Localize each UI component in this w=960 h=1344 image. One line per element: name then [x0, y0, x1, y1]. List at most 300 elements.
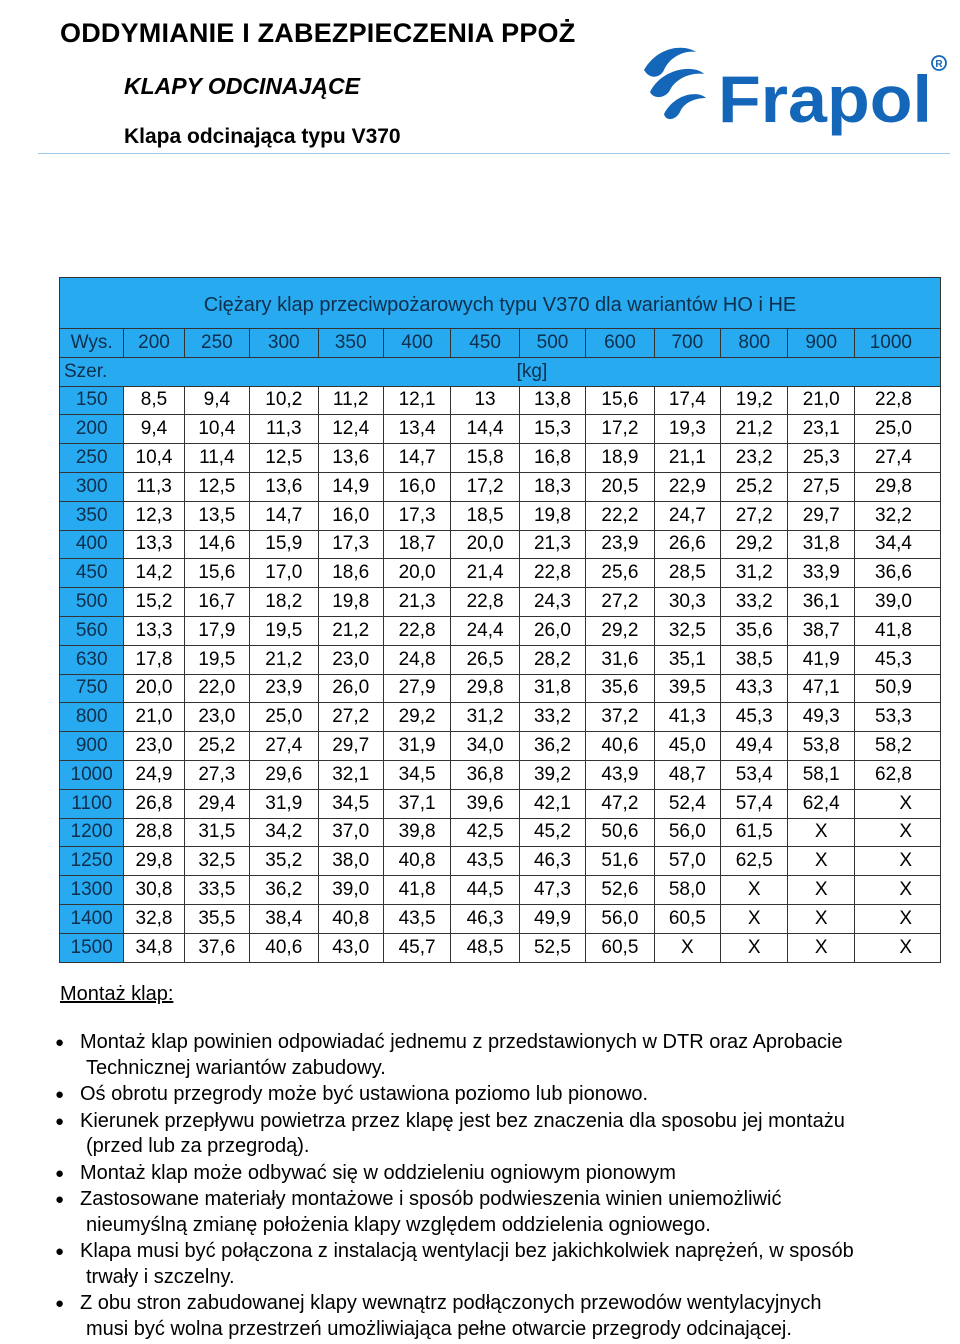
- table-cell: 27,9: [383, 674, 450, 703]
- table-cell: 29,4: [184, 789, 249, 818]
- table-row: [60, 444, 941, 473]
- table-cell: 29,2: [383, 703, 450, 732]
- table-cell: 25,0: [250, 703, 318, 732]
- table-cell: X: [854, 818, 940, 847]
- table-cell: 27,2: [318, 703, 383, 732]
- table-cell: 17,4: [654, 386, 720, 415]
- table-cell: 14,7: [383, 444, 450, 473]
- table-cell: 27,4: [854, 444, 940, 473]
- montage-list: [55, 1030, 935, 1343]
- table-row: [60, 876, 941, 905]
- table-cell: 51,6: [586, 847, 654, 876]
- row-header: 500: [60, 588, 124, 617]
- column-header: 350: [318, 329, 383, 358]
- list-item: [55, 1082, 935, 1108]
- table-cell: X: [854, 933, 940, 962]
- table-cell: 33,5: [184, 876, 249, 905]
- table-cell: 41,3: [654, 703, 720, 732]
- table-cell: X: [788, 847, 854, 876]
- table-cell: 40,6: [250, 933, 318, 962]
- table-cell: 22,8: [519, 559, 585, 588]
- table-cell: 29,8: [854, 472, 940, 501]
- table-cell: 43,9: [586, 760, 654, 789]
- table-cell: 11,2: [318, 386, 383, 415]
- table-cell: 45,7: [383, 933, 450, 962]
- table-cell: 18,7: [383, 530, 450, 559]
- table-cell: 41,9: [788, 645, 854, 674]
- table-cell: 22,0: [184, 674, 249, 703]
- table-cell: X: [854, 876, 940, 905]
- row-header: 1300: [60, 876, 124, 905]
- column-header: 900: [788, 329, 854, 358]
- table-row: [60, 415, 941, 444]
- table-cell: 45,3: [721, 703, 788, 732]
- table-cell: 15,8: [451, 444, 519, 473]
- table-cell: 36,6: [854, 559, 940, 588]
- table-cell: 20,0: [451, 530, 519, 559]
- table-cell: 43,3: [721, 674, 788, 703]
- list-item: [55, 1161, 935, 1187]
- table-cell: 31,2: [721, 559, 788, 588]
- table-cell: 8,5: [124, 386, 184, 415]
- width-label: Szer.: [60, 357, 124, 386]
- table-cell: 9,4: [184, 386, 249, 415]
- table-cell: 29,8: [451, 674, 519, 703]
- list-item: [55, 1239, 935, 1290]
- table-cell: 24,7: [654, 501, 720, 530]
- table-cell: 38,4: [250, 904, 318, 933]
- table-cell: 30,3: [654, 588, 720, 617]
- table-row: [60, 904, 941, 933]
- table-cell: 15,6: [184, 559, 249, 588]
- table-row: [60, 559, 941, 588]
- table-cell: 15,3: [519, 415, 585, 444]
- table-row: [60, 501, 941, 530]
- table-cell: 27,4: [250, 732, 318, 761]
- table-row: [60, 818, 941, 847]
- list-item: [55, 1291, 935, 1342]
- table-cell: X: [721, 904, 788, 933]
- product-title: Klapa odcinająca typu V370: [124, 125, 401, 148]
- table-cell: 57,4: [721, 789, 788, 818]
- table-cell: X: [854, 789, 940, 818]
- table-cell: 35,2: [250, 847, 318, 876]
- list-item-text: Zastosowane materiały montażowe i sposób podwieszenia winien uniemożliwić: [80, 1188, 782, 1210]
- column-header: 300: [250, 329, 318, 358]
- table-cell: 20,0: [383, 559, 450, 588]
- table-row: [60, 588, 941, 617]
- table-cell: 26,6: [654, 530, 720, 559]
- row-header: 1400: [60, 904, 124, 933]
- table-cell: 39,0: [854, 588, 940, 617]
- table-cell: X: [788, 933, 854, 962]
- table-cell: 19,3: [654, 415, 720, 444]
- table-cell: 9,4: [124, 415, 184, 444]
- table-cell: 37,6: [184, 933, 249, 962]
- table-cell: 20,5: [586, 472, 654, 501]
- table-cell: 36,2: [519, 732, 585, 761]
- list-item-text: Montaż klap może odbywać się w oddzieleniu ogniowym pionowym: [80, 1161, 676, 1184]
- table-cell: 14,2: [124, 559, 184, 588]
- table-cell: 62,8: [854, 760, 940, 789]
- table-cell: 11,3: [124, 472, 184, 501]
- table-cell: 31,8: [788, 530, 854, 559]
- table-cell: 43,0: [318, 933, 383, 962]
- table-cell: 36,8: [451, 760, 519, 789]
- list-item-text: Montaż klap powinien odpowiadać jednemu z przedstawionych w DTR oraz Aprobacie: [80, 1031, 843, 1053]
- table-cell: 29,6: [250, 760, 318, 789]
- row-header: 900: [60, 732, 124, 761]
- table-cell: 47,2: [586, 789, 654, 818]
- table-row: [60, 386, 941, 415]
- row-header: 150: [60, 386, 124, 415]
- row-header: 400: [60, 530, 124, 559]
- table-cell: 49,9: [519, 904, 585, 933]
- table-cell: 35,6: [721, 616, 788, 645]
- list-item: [55, 1187, 935, 1238]
- table-cell: 40,8: [383, 847, 450, 876]
- row-header: 800: [60, 703, 124, 732]
- table-cell: 36,2: [250, 876, 318, 905]
- table-cell: 39,6: [451, 789, 519, 818]
- table-cell: 16,0: [318, 501, 383, 530]
- logo-text: Frapol: [718, 62, 932, 136]
- table-cell: 22,8: [451, 588, 519, 617]
- list-item-text: Oś obrotu przegrody może być ustawiona poziomo lub pionowo.: [80, 1083, 649, 1105]
- list-item-continuation: Technicznej wariantów zabudowy.: [86, 1056, 386, 1079]
- row-header: 1250: [60, 847, 124, 876]
- row-header: 750: [60, 674, 124, 703]
- table-cell: 25,6: [586, 559, 654, 588]
- document-title: ODDYMIANIE I ZABEZPIECZENIA PPOŻ: [60, 18, 576, 48]
- table-cell: 16,8: [519, 444, 585, 473]
- table-cell: 24,3: [519, 588, 585, 617]
- table-cell: 28,8: [124, 818, 184, 847]
- table-cell: 16,0: [383, 472, 450, 501]
- table-cell: 17,2: [586, 415, 654, 444]
- table-cell: 38,0: [318, 847, 383, 876]
- table-cell: 62,4: [788, 789, 854, 818]
- row-header: 560: [60, 616, 124, 645]
- table-cell: 31,2: [451, 703, 519, 732]
- table-cell: 26,8: [124, 789, 184, 818]
- table-cell: X: [721, 933, 788, 962]
- table-cell: 53,4: [721, 760, 788, 789]
- table-cell: 15,2: [124, 588, 184, 617]
- list-item-text: Klapa musi być połączona z instalacją wentylacji bez jakichkolwiek naprężeń, w sposób: [80, 1240, 854, 1262]
- table-cell: 40,6: [586, 732, 654, 761]
- row-header: 350: [60, 501, 124, 530]
- table-cell: 56,0: [654, 818, 720, 847]
- table-cell: 26,0: [318, 674, 383, 703]
- table-cell: 14,4: [451, 415, 519, 444]
- table-cell: 25,2: [184, 732, 249, 761]
- table-cell: 29,8: [124, 847, 184, 876]
- table-cell: 18,5: [451, 501, 519, 530]
- table-cell: 25,2: [721, 472, 788, 501]
- table-cell: 45,3: [854, 645, 940, 674]
- svg-text:R: R: [935, 59, 943, 70]
- table-cell: 29,7: [788, 501, 854, 530]
- table-cell: 39,5: [654, 674, 720, 703]
- table-cell: 39,0: [318, 876, 383, 905]
- table-cell: 56,0: [586, 904, 654, 933]
- table-cell: 37,0: [318, 818, 383, 847]
- column-header: 400: [383, 329, 450, 358]
- list-item: [55, 1109, 935, 1160]
- table-cell: X: [854, 847, 940, 876]
- table-cell: 23,0: [184, 703, 249, 732]
- table-cell: 26,0: [519, 616, 585, 645]
- table-cell: 48,7: [654, 760, 720, 789]
- table-cell: 33,2: [721, 588, 788, 617]
- table-cell: 12,5: [250, 444, 318, 473]
- section-subtitle: KLAPY ODCINAJĄCE: [124, 73, 360, 99]
- table-cell: 52,6: [586, 876, 654, 905]
- table-cell: 18,9: [586, 444, 654, 473]
- table-cell: X: [721, 876, 788, 905]
- table-cell: X: [788, 876, 854, 905]
- row-header: 1500: [60, 933, 124, 962]
- table-cell: 10,4: [124, 444, 184, 473]
- table-cell: 32,1: [318, 760, 383, 789]
- table-cell: 12,4: [318, 415, 383, 444]
- table-cell: 11,3: [250, 415, 318, 444]
- table-cell: 43,5: [383, 904, 450, 933]
- table-cell: 38,7: [788, 616, 854, 645]
- table-row: [60, 789, 941, 818]
- table-cell: 36,1: [788, 588, 854, 617]
- table-cell: 23,1: [788, 415, 854, 444]
- table-cell: 32,5: [184, 847, 249, 876]
- table-cell: 23,9: [586, 530, 654, 559]
- table-cell: 23,2: [721, 444, 788, 473]
- table-cell: 20,0: [124, 674, 184, 703]
- table-cell: 41,8: [854, 616, 940, 645]
- table-cell: 27,2: [721, 501, 788, 530]
- frapol-logo: [640, 40, 950, 140]
- list-item-continuation: trwały i szczelny.: [86, 1265, 235, 1288]
- table-cell: 39,2: [519, 760, 585, 789]
- table-cell: 32,2: [854, 501, 940, 530]
- table-cell: 12,1: [383, 386, 450, 415]
- table-cell: 13,6: [318, 444, 383, 473]
- table-cell: X: [854, 904, 940, 933]
- table-cell: 10,4: [184, 415, 249, 444]
- table-cell: 14,7: [250, 501, 318, 530]
- table-cell: 58,1: [788, 760, 854, 789]
- table-row: [60, 760, 941, 789]
- table-cell: 31,5: [184, 818, 249, 847]
- table-cell: 10,2: [250, 386, 318, 415]
- table-cell: 13,5: [184, 501, 249, 530]
- height-label: Wys.: [60, 329, 124, 358]
- table-cell: 19,8: [519, 501, 585, 530]
- table-cell: 14,9: [318, 472, 383, 501]
- table-cell: 35,5: [184, 904, 249, 933]
- table-cell: 49,4: [721, 732, 788, 761]
- table-cell: 29,2: [586, 616, 654, 645]
- table-row: [60, 847, 941, 876]
- table-cell: 27,5: [788, 472, 854, 501]
- table-cell: 50,6: [586, 818, 654, 847]
- table-cell: X: [654, 933, 720, 962]
- table-row: [60, 703, 941, 732]
- row-header: 1100: [60, 789, 124, 818]
- table-cell: 19,5: [250, 616, 318, 645]
- table-cell: 31,8: [519, 674, 585, 703]
- row-header: 200: [60, 415, 124, 444]
- table-cell: 31,9: [383, 732, 450, 761]
- montage-heading: Montaż klap:: [60, 983, 174, 1005]
- table-cell: 49,3: [788, 703, 854, 732]
- table-cell: 46,3: [451, 904, 519, 933]
- header-divider: [38, 153, 950, 154]
- table-cell: 21,3: [383, 588, 450, 617]
- weights-table: [59, 277, 941, 963]
- row-header: 450: [60, 559, 124, 588]
- table-cell: 27,2: [586, 588, 654, 617]
- list-item: [55, 1030, 935, 1081]
- table-cell: 34,0: [451, 732, 519, 761]
- table-cell: 21,1: [654, 444, 720, 473]
- column-header: 800: [721, 329, 788, 358]
- table-cell: 42,1: [519, 789, 585, 818]
- table-cell: 21,3: [519, 530, 585, 559]
- table-cell: 45,2: [519, 818, 585, 847]
- table-cell: 47,1: [788, 674, 854, 703]
- table-cell: 21,0: [788, 386, 854, 415]
- column-header: 600: [586, 329, 654, 358]
- table-row: [60, 933, 941, 962]
- table-cell: 21,2: [318, 616, 383, 645]
- column-header: 1000: [854, 329, 940, 358]
- table-cell: 19,8: [318, 588, 383, 617]
- table-cell: 39,8: [383, 818, 450, 847]
- table-cell: 60,5: [654, 904, 720, 933]
- table-cell: 44,5: [451, 876, 519, 905]
- column-header: 250: [184, 329, 249, 358]
- table-cell: 61,5: [721, 818, 788, 847]
- table-row: [60, 645, 941, 674]
- table-cell: 31,9: [250, 789, 318, 818]
- table-cell: 13,3: [124, 530, 184, 559]
- table-cell: 12,3: [124, 501, 184, 530]
- table-cell: 38,5: [721, 645, 788, 674]
- table-cell: 45,0: [654, 732, 720, 761]
- table-cell: 35,6: [586, 674, 654, 703]
- table-cell: 16,7: [184, 588, 249, 617]
- table-cell: 17,0: [250, 559, 318, 588]
- table-cell: 34,8: [124, 933, 184, 962]
- table-cell: 53,8: [788, 732, 854, 761]
- table-cell: 22,8: [854, 386, 940, 415]
- table-cell: 58,2: [854, 732, 940, 761]
- table-cell: 34,4: [854, 530, 940, 559]
- table-row: [60, 472, 941, 501]
- table-cell: 21,0: [124, 703, 184, 732]
- table-cell: 37,1: [383, 789, 450, 818]
- table-cell: 58,0: [654, 876, 720, 905]
- table-cell: 17,2: [451, 472, 519, 501]
- column-header: 450: [451, 329, 519, 358]
- table-cell: 62,5: [721, 847, 788, 876]
- table-row: [60, 616, 941, 645]
- table-cell: 12,5: [184, 472, 249, 501]
- table-cell: 27,3: [184, 760, 249, 789]
- table-cell: 30,8: [124, 876, 184, 905]
- list-item-continuation: musi być wolna przestrzeń umożliwiająca pełne otwarcie przegrody odcinającej.: [86, 1317, 792, 1340]
- table-cell: 57,0: [654, 847, 720, 876]
- table-cell: 29,2: [721, 530, 788, 559]
- table-cell: 34,5: [318, 789, 383, 818]
- table-cell: 18,3: [519, 472, 585, 501]
- table-cell: 13: [451, 386, 519, 415]
- table-cell: 60,5: [586, 933, 654, 962]
- table-cell: 47,3: [519, 876, 585, 905]
- table-cell: 41,8: [383, 876, 450, 905]
- flame-icon: [644, 48, 706, 119]
- table-cell: 22,9: [654, 472, 720, 501]
- row-header: 630: [60, 645, 124, 674]
- column-header: 700: [654, 329, 720, 358]
- table-caption: Ciężary klap przeciwpożarowych typu V370 dla wariantów HO i HE: [60, 278, 941, 329]
- table-cell: 19,2: [721, 386, 788, 415]
- table-cell: 53,3: [854, 703, 940, 732]
- table-cell: 32,8: [124, 904, 184, 933]
- table-cell: 23,9: [250, 674, 318, 703]
- table-cell: 32,5: [654, 616, 720, 645]
- table-cell: 11,4: [184, 444, 249, 473]
- row-header: 250: [60, 444, 124, 473]
- row-header: 1000: [60, 760, 124, 789]
- column-header: 200: [124, 329, 184, 358]
- table-cell: 24,9: [124, 760, 184, 789]
- table-cell: 14,6: [184, 530, 249, 559]
- table-cell: X: [788, 818, 854, 847]
- unit-label: [kg]: [124, 357, 941, 386]
- table-cell: 52,4: [654, 789, 720, 818]
- table-cell: 31,6: [586, 645, 654, 674]
- table-cell: 23,0: [124, 732, 184, 761]
- table-cell: 46,3: [519, 847, 585, 876]
- table-cell: 34,5: [383, 760, 450, 789]
- column-header: 500: [519, 329, 585, 358]
- table-cell: 17,3: [383, 501, 450, 530]
- table-cell: 21,2: [250, 645, 318, 674]
- table-cell: 21,2: [721, 415, 788, 444]
- table-cell: 28,2: [519, 645, 585, 674]
- list-item-continuation: (przed lub za przegrodą).: [86, 1135, 310, 1157]
- table-cell: 13,8: [519, 386, 585, 415]
- table-cell: 13,3: [124, 616, 184, 645]
- table-cell: 52,5: [519, 933, 585, 962]
- table-cell: X: [788, 904, 854, 933]
- table-cell: 17,8: [124, 645, 184, 674]
- table-cell: 13,6: [250, 472, 318, 501]
- table-cell: 21,4: [451, 559, 519, 588]
- table-row: [60, 530, 941, 559]
- table-cell: 28,5: [654, 559, 720, 588]
- table-cell: 37,2: [586, 703, 654, 732]
- table-cell: 26,5: [451, 645, 519, 674]
- table-cell: 33,2: [519, 703, 585, 732]
- table-cell: 15,6: [586, 386, 654, 415]
- table-cell: 13,4: [383, 415, 450, 444]
- table-cell: 40,8: [318, 904, 383, 933]
- table-cell: 19,5: [184, 645, 249, 674]
- table-cell: 25,0: [854, 415, 940, 444]
